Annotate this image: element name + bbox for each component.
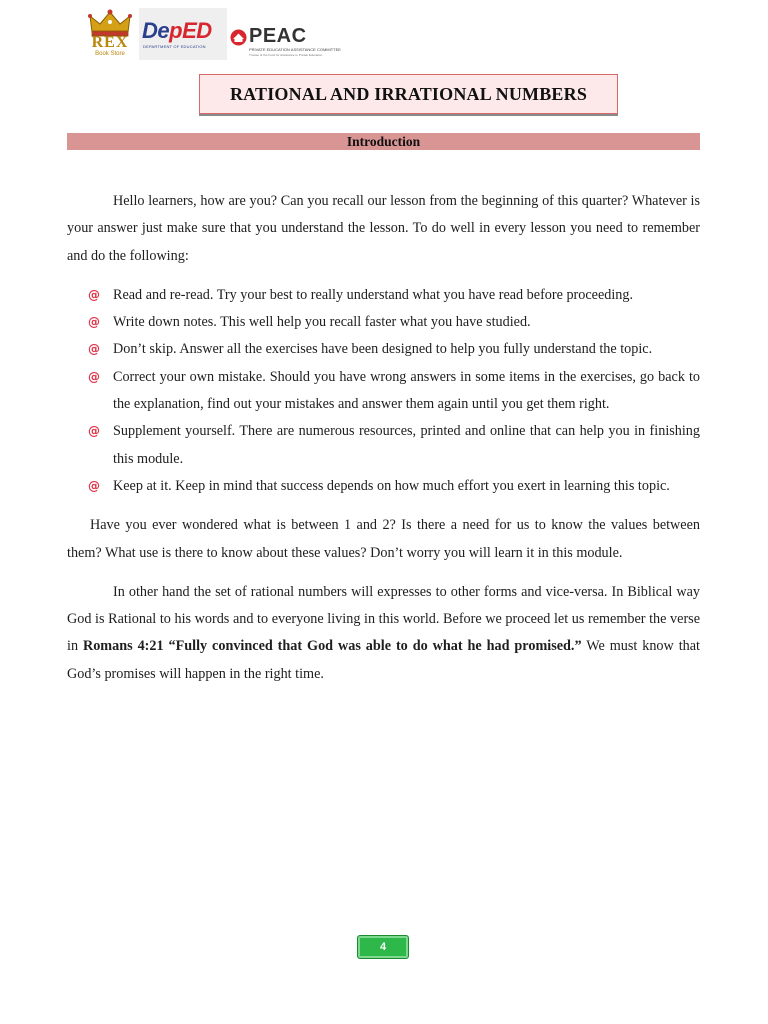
list-item-text: Correct your own mistake. Should you have wrong answers in some items in the exercises, go back to the explanation, find out your mistakes and answer them again until you get them right.	[113, 368, 700, 413]
rex-logo-sub: Book Store	[95, 51, 125, 57]
list-item-text: Don’t skip. Answer all the exercises have been designed to help you fully understand the topic.	[113, 341, 653, 358]
page-number: 4	[379, 941, 387, 953]
deped-logo-sub: DEPARTMENT OF EDUCATION	[143, 44, 206, 49]
section-title: Introduction	[346, 134, 421, 149]
section-header-bar	[67, 133, 700, 150]
spiral-bullet-icon: @	[88, 478, 100, 493]
verse-closing-text: We must know that God’s promises will happen in the right time.	[67, 638, 700, 682]
deped-logo-part1: De	[142, 18, 170, 43]
list-item	[67, 336, 700, 363]
peac-logo	[228, 8, 341, 60]
list-item-text: Keep at it. Keep in mind that success depends on how much effort you exert in learning this topic.	[113, 477, 670, 494]
list-item	[67, 418, 700, 473]
peac-logo-sub2: Trustee of the Fund for Assistance to Private Education	[249, 53, 323, 57]
peac-logo-name: PEAC	[249, 25, 307, 47]
list-item-text: Write down notes. This well help you recall faster what you have studied.	[113, 314, 531, 331]
bible-verse-paragraph	[67, 579, 700, 688]
rex-bookstore-logo	[84, 8, 136, 58]
list-item	[67, 473, 700, 500]
rex-logo-name: REX	[91, 34, 129, 51]
spiral-bullet-icon: @	[88, 287, 100, 302]
peac-logo-sub: PRIVATE EDUCATION ASSISTANCE COMMITTEE	[249, 47, 341, 52]
list-item	[67, 364, 700, 419]
values-paragraph: Have you ever wondered what is between 1 and 2? Is there a need for us to know the values between them? What use is there to know about these values? Don’t worry you will learn it in this module.	[67, 517, 700, 561]
lesson-body	[67, 188, 700, 688]
peac-house-icon	[230, 29, 247, 46]
list-item	[67, 282, 700, 309]
verse-intro-text: In other hand the set of rational numbers will expresses to other forms and vice-versa. In Biblical way God is Rational to his words and to everyone living in this world. Before we proceed let us remember the verse in	[67, 583, 700, 655]
list-item-text: Read and re-read. Try your best to really understand what you have read before proceeding.	[113, 286, 634, 303]
list-item-text: Supplement yourself. There are numerous resources, printed and online that can help you in finishing this module.	[113, 423, 700, 467]
spiral-bullet-icon: @	[88, 315, 100, 330]
list-item	[67, 309, 700, 336]
deped-logo	[139, 8, 227, 60]
tips-list	[67, 282, 700, 500]
intro-paragraph: Hello learners, how are you? Can you recall our lesson from the beginning of this quarter? Whatever is your answer just make sure that you understand the lesson. To do well in every lesson you need to remember and do the following:	[67, 193, 700, 264]
spiral-bullet-icon: @	[88, 369, 100, 384]
lesson-title: RATIONAL AND IRRATIONAL NUMBERS	[229, 84, 588, 104]
lesson-title-box	[199, 74, 618, 114]
spiral-bullet-icon: @	[88, 342, 100, 357]
spiral-bullet-icon: @	[88, 424, 100, 439]
deped-logo-part2: pED	[169, 18, 212, 43]
bible-verse: Romans 4:21 “Fully convinced that God was able to do what he had promised.”	[82, 638, 582, 655]
page-number-badge	[357, 935, 409, 959]
